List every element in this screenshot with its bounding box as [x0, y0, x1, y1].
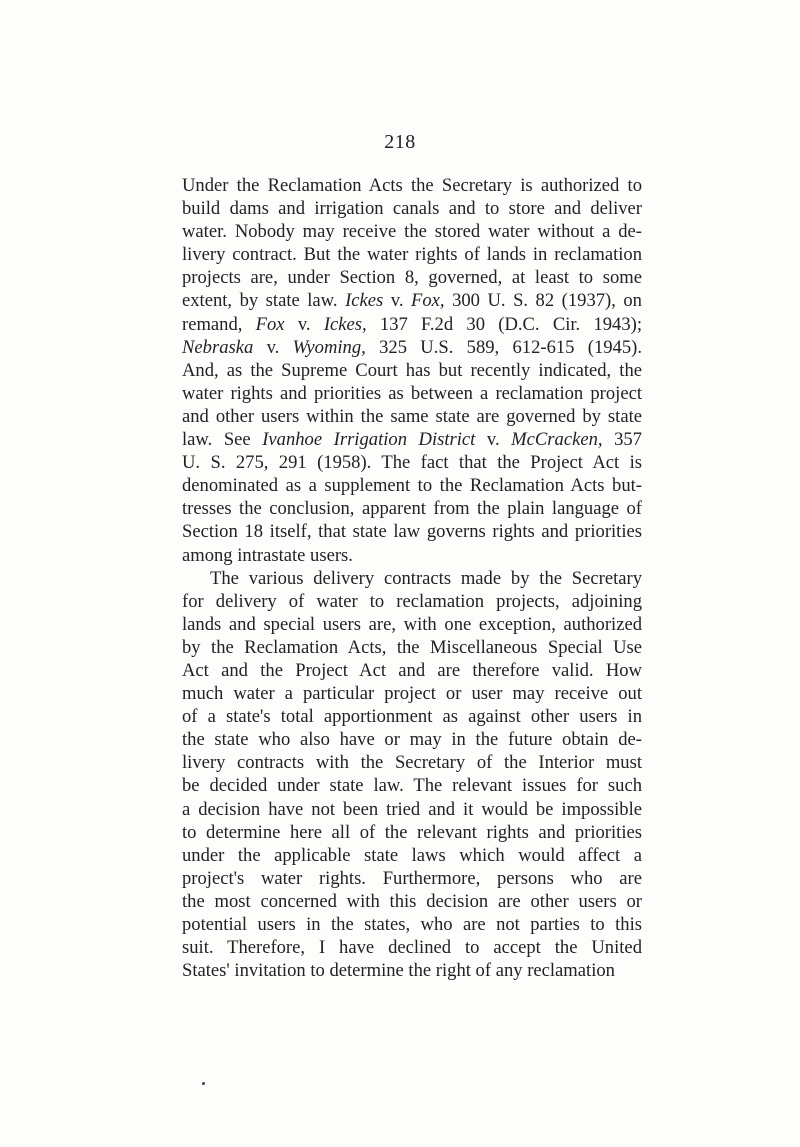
text-line: to determine here all of the relevant rights and priorities — [182, 821, 642, 843]
text-line: law. See Ivanhoe Irrigation District v. McCracken, 357 — [182, 429, 642, 451]
text-line: Section 18 itself, that state law governs rights and priorities — [182, 521, 642, 543]
text-line: projects are, under Section 8, governed, at least to some — [182, 267, 642, 289]
text-line: for delivery of water to reclamation projects, adjoining — [182, 590, 642, 612]
text-line: much water a particular project or user may receive out — [182, 683, 642, 705]
text-line: U. S. 275, 291 (1958). The fact that the Project Act is — [182, 452, 642, 474]
text-line: by the Reclamation Acts, the Miscellaneous Special Use — [182, 636, 642, 658]
text-line: and other users within the same state are governed by state — [182, 405, 642, 427]
text-line: The various delivery contracts made by the Secretary — [210, 567, 642, 589]
text-line: lands and special users are, with one exception, authorized — [182, 613, 642, 635]
text-line: livery contracts with the Secretary of the Interior must — [182, 752, 642, 774]
text-line: remand, Fox v. Ickes, 137 F.2d 30 (D.C. Cir. 1943); — [182, 313, 642, 335]
text-line: water. Nobody may receive the stored water without a de- — [182, 221, 642, 243]
text-line: of a state's total apportionment as against other users in — [182, 706, 642, 728]
text-line: States' invitation to determine the right of any reclamation — [182, 960, 615, 982]
paragraph — [182, 174, 642, 567]
text-line: Under the Reclamation Acts the Secretary is authorized to — [182, 175, 642, 196]
paragraph — [182, 567, 642, 983]
text-line: And, as the Supreme Court has but recently indicated, the — [182, 359, 642, 381]
text-line: water rights and priorities as between a reclamation project — [182, 382, 642, 404]
text-line: among intrastate users. — [182, 544, 353, 566]
text-line: Act and the Project Act and are therefore valid. How — [182, 659, 642, 681]
text-line: project's water rights. Furthermore, persons who are — [182, 867, 642, 889]
text-line: under the applicable state laws which would affect a — [182, 844, 642, 866]
text-line: suit. Therefore, I have declined to accept the United — [182, 937, 642, 959]
stray-mark — [202, 1082, 205, 1085]
text-line: tresses the conclusion, apparent from the plain language of — [182, 498, 642, 520]
text-line: the most concerned with this decision are other users or — [182, 890, 642, 912]
page-number: 218 — [384, 131, 416, 153]
text-line: a decision have not been tried and it would be impossible — [182, 798, 642, 820]
text-line: build dams and irrigation canals and to store and deliver — [182, 198, 642, 220]
text-line: be decided under state law. The relevant issues for such — [182, 775, 642, 797]
text-line: livery contract. But the water rights of lands in reclamation — [182, 244, 642, 266]
text-line: the state who also have or may in the future obtain de- — [182, 729, 642, 751]
text-line: extent, by state law. Ickes v. Fox, 300 U. S. 82 (1937), on — [182, 290, 642, 312]
text-line: potential users in the states, who are not parties to this — [182, 914, 642, 935]
text-line: Nebraska v. Wyoming, 325 U.S. 589, 612-615 (1945). — [182, 336, 642, 358]
body-text — [182, 174, 642, 982]
text-line: denominated as a supplement to the Reclamation Acts but- — [182, 475, 642, 497]
